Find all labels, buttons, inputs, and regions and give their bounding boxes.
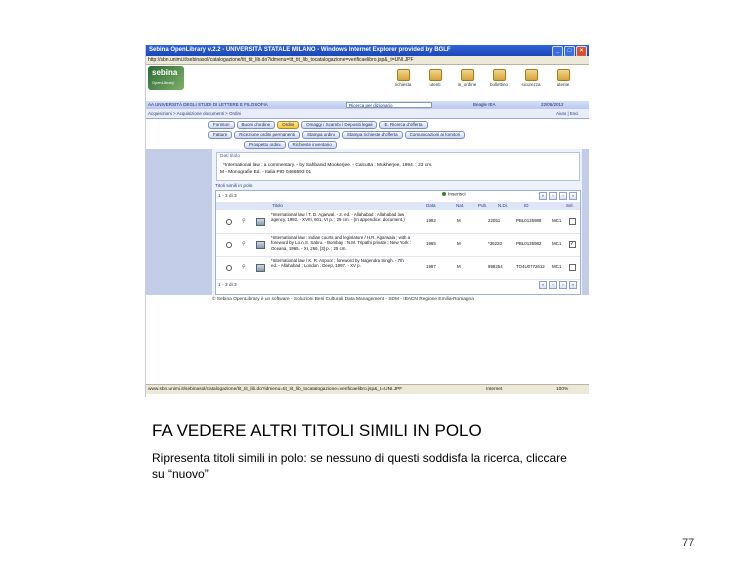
first-page-button[interactable]: « [539,281,547,289]
select-radio[interactable] [226,242,232,248]
close-button[interactable]: × [576,46,587,57]
toolbar-icon [461,69,474,81]
tab-fatture[interactable]: Fatture [208,131,232,139]
copyright-footer: © Sebina OpenLibrary è un software - Soluzioni Beni Culturali Data Management - SDM - IBACN Regione Emilia-Romagna [212,297,474,302]
book-icon[interactable] [256,241,265,249]
tab-ordini[interactable]: Ordini [277,121,299,129]
tab-ricezione[interactable]: Ricezione ordini permanenti [234,131,300,139]
toolbar-icon [525,69,538,81]
pager-nav-top [539,192,577,200]
detail-line-1: *International law : a commentary. - by Sahbanid Mookerjee. - Calcutta : Mukherjee, 1994. ; 23 cm. [223,163,433,168]
tab-fornitori[interactable]: Fornitori [208,121,235,129]
pager-bottom: 1 - 3 di 3 [218,283,237,288]
slide-body: Ripresenta titoli simili in polo: se nessuno di questi soddisfa la ricerca, cliccare su “nuovo” [152,451,567,481]
address-bar[interactable]: http://sbn.unimi.it/sebinasol/catalogazione/tit_tit_lib.do?idmenu=tit_tit_lib_tocatalogazione=verificaelibro.jsp&_t=UNI.JPF [146,56,589,65]
section-title: Titoli simili in polo [215,184,253,189]
book-icon[interactable] [256,218,265,226]
row-checkbox[interactable] [569,241,576,248]
help-link[interactable]: Aiuto | Esci [556,111,579,116]
toolbar-icon [397,69,410,81]
toolbar-bollettino[interactable]: bollettino [487,69,511,87]
title-detail [216,152,580,181]
toolbar-utenti[interactable]: utenti [423,69,447,87]
link-icon[interactable]: ⚲ [242,264,246,270]
table-row[interactable]: ⚲ *International law / K. R. Aspoor ; foreword by Nagendra Singh. - 7th ed. - Allahabad ; London : Deep, 1997. - XV p. 1997 M 898254 TO4U0772612 MC1 [216,257,580,280]
library-name: AA UNIVERSITÀ DEGLI STUDI DI LETTERE E FILOSOFIA [148,102,268,107]
toolbar-in-ordine[interactable]: in_ordine [455,69,479,87]
main-content [212,149,582,295]
similar-titles-table [215,190,581,295]
tab-stampa-ordini[interactable]: Stampa ordini [302,131,340,139]
toolbar-icon [557,69,570,81]
app-toolbar [391,69,575,87]
table-header: Titolo Data Nat. Pub. N.Di. ID Sel. [216,202,580,210]
tab-prospetto[interactable]: Prospetto ordini [244,141,286,149]
book-icon[interactable] [256,264,265,272]
breadcrumb: Acquisizioni > Acquisizione documenti > Ordini Aiuto | Esci [146,109,589,119]
tab-ricerca-offerta[interactable]: E. Ricerca d'offerta [379,121,427,129]
prev-page-button[interactable]: ‹ [549,192,557,200]
first-page-button[interactable]: « [539,192,547,200]
select-radio[interactable] [226,219,232,225]
link-icon[interactable]: ⚲ [242,241,246,247]
tab-omaggi[interactable]: Omaggi / Scambi / Depositi legali [301,121,377,129]
status-bar [146,384,589,394]
pager-top: 1 - 3 di 3 [218,194,237,199]
window-title: Sebina OpenLibrary v.2.2 - UNIVERSITÀ STATALE MILANO - Windows Internet Explorer provided by BGLF [149,47,451,53]
toolbar-icon [493,69,506,81]
page-number: 77 [682,537,695,549]
insert-button[interactable]: Inserisci [442,192,466,198]
tab-comunicazioni[interactable]: Comunicazioni ai fornitori [405,131,466,139]
detail-line-2: M - Monografie Ed. - Italia PID 0466593 01 [220,170,312,175]
toolbar-utente[interactable]: utente [551,69,575,87]
link-icon[interactable]: ⚲ [242,218,246,224]
detail-header: Dati titolo [220,154,240,159]
search-input[interactable]: Ricerca per dizionario [346,102,432,108]
app-header [146,65,589,101]
last-page-button[interactable]: » [569,281,577,289]
right-margin [582,149,589,295]
select-radio[interactable] [226,265,232,271]
row-checkbox[interactable] [569,264,576,271]
pager-nav-bottom [539,281,577,289]
tab-menu [208,121,528,151]
user-name: Beagle IEA [473,102,496,107]
slide-title: FA VEDERE ALTRI TITOLI SIMILI IN POLO [152,421,482,440]
left-margin [146,149,212,295]
zone-indicator: Internet [486,387,503,392]
insert-icon [442,192,446,196]
tab-stampa-richieste[interactable]: Stampa richieste d'offerta [342,131,403,139]
minimize-button[interactable]: _ [552,46,563,57]
table-row[interactable]: ⚲ *International law / T. D. Agarwal. - 2. ed. - Allahabad : Allahabad law agency, 1992. - XVIII, 601, VI p. ; 25 cm. - (In appendice: document.) 1992 M 22051 PBL0135988 MC1 [216,211,580,234]
tab-richieste-inventario[interactable]: Richieste inventario [288,141,337,149]
sebina-logo: sebina OpenLibrary [148,66,184,90]
toolbar-sicurezza[interactable]: sicurezza [519,69,543,87]
maximize-button[interactable]: □ [564,46,575,57]
browser-screenshot [145,45,589,397]
window-titlebar [146,45,589,56]
tab-buoni-ordine[interactable]: Buoni d'ordine [237,121,276,129]
row-checkbox[interactable] [569,218,576,225]
next-page-button[interactable]: › [559,192,567,200]
toolbar-icon [429,69,442,81]
next-page-button[interactable]: › [559,281,567,289]
current-date: 22/05/2012 [541,102,564,107]
table-row[interactable]: ⚲ *International law : Indian courts and legislature / H.R. Agarwala ; with a foreword by Lo.n.S. Sabru. - Bombay : N.M. Tripathi private ; New York : Oceana, 1965. - XI, 266, [3] p. ; 25 cm. 1965 M *36220 PBL0135982 MC1 ✓ [216,234,580,257]
zoom-indicator[interactable]: 100% [556,387,569,392]
toolbar-richiesta[interactable]: richiesta [391,69,415,87]
status-url: www.sbn.unimi.it/sebinasol/catalogazione/tit_tit_lib.do?idmenu=tit_tit_lib_tocatalogazione=verificaelibro.jsp&_t=UNI.JPF [148,387,403,392]
last-page-button[interactable]: » [569,192,577,200]
prev-page-button[interactable]: ‹ [549,281,557,289]
